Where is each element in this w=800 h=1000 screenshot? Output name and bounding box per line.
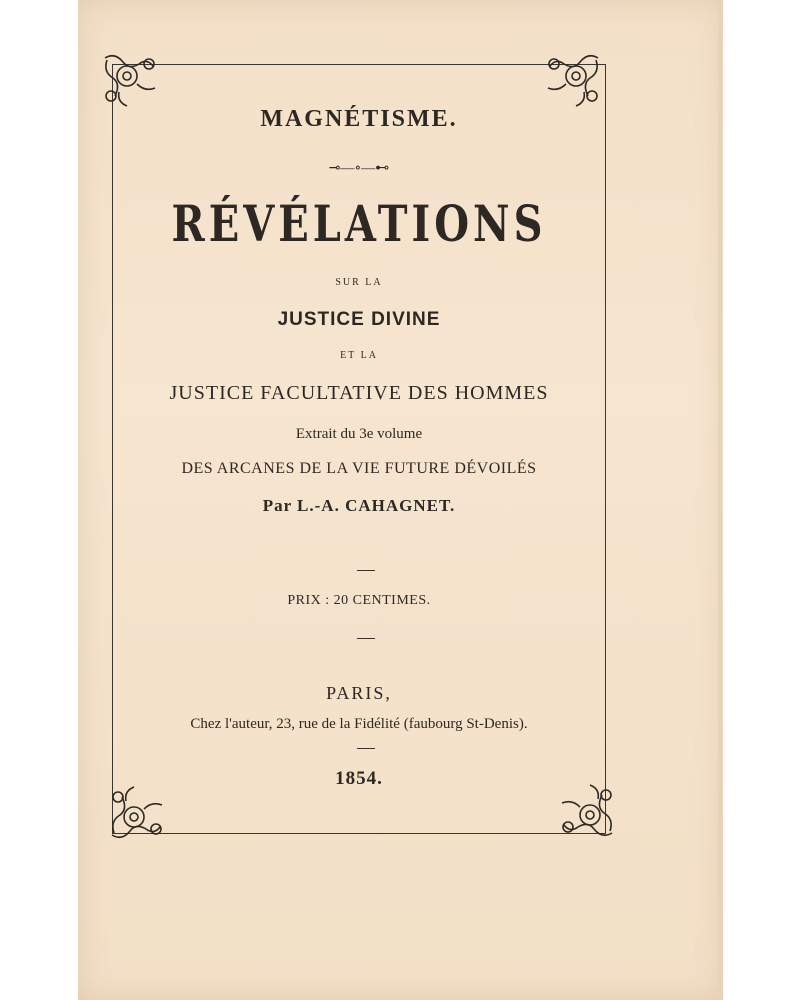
title-ornament-icon: ⊸—∘—⊷: [328, 161, 390, 176]
price-text: PRIX : 20 CENTIMES.: [287, 593, 431, 608]
page-edge: [718, 0, 722, 1000]
divider: [357, 748, 375, 749]
arcanes-text: DES ARCANES DE LA VIE FUTURE DÉVOILÉS: [181, 460, 537, 477]
sur-la-text: SUR LA: [335, 277, 383, 288]
justice-facultative-text: JUSTICE FACULTATIVE DES HOMMES: [169, 382, 549, 404]
heading-magnetisme: MAGNÉTISME.: [260, 106, 458, 132]
author-line: Par L.-A. CAHAGNET.: [262, 496, 456, 515]
extrait-text: Extrait du 3e volume: [295, 426, 423, 442]
main-title: RÉVÉLATIONS: [171, 194, 547, 253]
divider: [357, 638, 375, 639]
city-text: PARIS,: [326, 683, 392, 703]
divider: [357, 570, 375, 571]
et-la-text: ET LA: [340, 350, 378, 361]
year-text: 1854.: [335, 768, 383, 789]
justice-divine-text: JUSTICE DIVINE: [277, 309, 441, 330]
address-text: Chez l'auteur, 23, rue de la Fidélité (faubourg St-Denis).: [190, 716, 528, 732]
